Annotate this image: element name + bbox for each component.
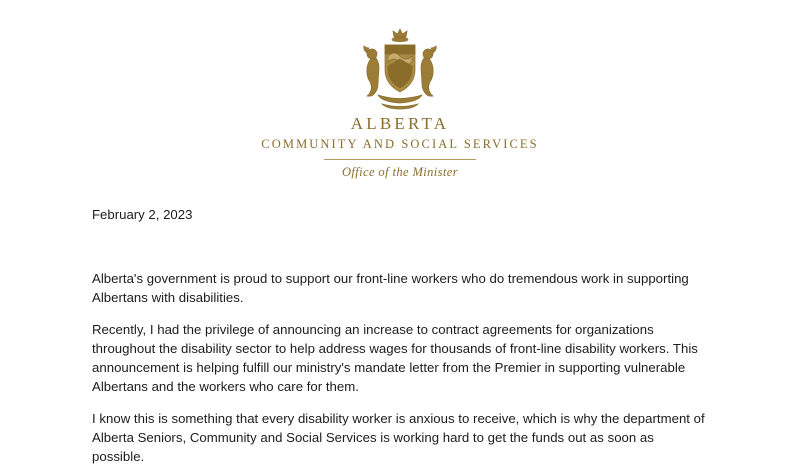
letterhead-divider bbox=[324, 159, 476, 160]
letterhead bbox=[0, 0, 800, 180]
org-name: ALBERTA bbox=[350, 114, 450, 133]
letter-body bbox=[0, 207, 800, 467]
letter-paragraph: Alberta's government is proud to support our front-line workers who do tremendous work in supporting Albertans with disabilities. bbox=[92, 271, 689, 305]
org-department: COMMUNITY AND SOCIAL SERVICES bbox=[261, 137, 539, 151]
letter-paragraph: Recently, I had the privilege of announcing an increase to contract agreements for organizations throughout the disability sector to help address wages for thousands of front-line disability workers. This announcement is helping fulfill our ministry's mandate letter from the Premier in supporting vulnerable Albertans and the workers who care for them. bbox=[92, 322, 698, 394]
letter-paragraph: I know this is something that every disability worker is anxious to receive, which is why the department of Alberta Seniors, Community and Social Services is working hard to get the funds out as soon as possible. bbox=[92, 411, 705, 464]
org-office: Office of the Minister bbox=[341, 165, 459, 179]
letter-date: February 2, 2023 bbox=[92, 207, 193, 222]
letter-paragraphs bbox=[92, 270, 708, 467]
alberta-coat-of-arms-icon bbox=[352, 26, 448, 112]
